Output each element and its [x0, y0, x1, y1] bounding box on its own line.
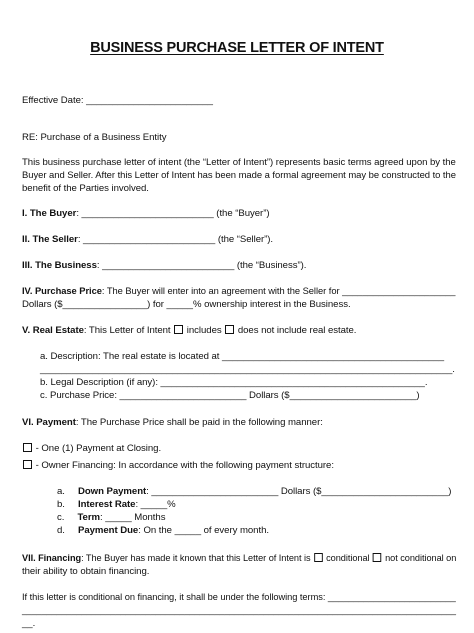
payment-item-b: b. Interest Rate: _____% [57, 499, 176, 510]
conditional-checkbox[interactable] [314, 553, 323, 562]
effective-date-line: Effective Date: ________________________ [22, 95, 213, 106]
real-estate-item-b: b. Legal Description (if any): __________________________________________________. [40, 377, 428, 388]
intro-line-3: benefit of the Parties involved. [22, 183, 149, 194]
intro-line-2: Buyer and Seller. After this Letter of Intent has been made a formal agreement may be constructed to the [22, 170, 456, 181]
seller-heading: II. The Seller [22, 234, 78, 245]
real-estate-heading: V. Real Estate [22, 325, 84, 336]
payment-line: VI. Payment: The Purchase Price shall be paid in the following manner: [22, 417, 323, 428]
intro-line-1: This business purchase letter of intent (the “Letter of Intent”) represents basic terms agreed upon by the [22, 157, 456, 168]
business-heading: III. The Business [22, 260, 97, 271]
financing-line-2: their ability to obtain financing. [22, 566, 150, 577]
payment-item-c: c. Term: _____ Months [57, 512, 166, 523]
business-field: : _________________________ (the “Business”). [96, 260, 307, 271]
real-estate-item-a-cont: ______________________________________________________________________________. [40, 364, 455, 375]
document-title: BUSINESS PURCHASE LETTER OF INTENT [90, 40, 384, 56]
real-estate-item-c: c. Purchase Price: ________________________ Dollars ($________________________) [40, 390, 420, 401]
business-line [22, 260, 306, 272]
payment-item-a: a. Down Payment: ________________________ Dollars ($________________________) [57, 486, 452, 497]
price-heading: IV. Purchase Price [22, 286, 102, 297]
payment-option-1: - One (1) Payment at Closing. [22, 443, 161, 455]
payment-option-2: - Owner Financing: In accordance with the following payment structure: [22, 460, 334, 472]
buyer-heading: I. The Buyer [22, 208, 77, 219]
owner-financing-checkbox[interactable] [23, 460, 32, 469]
price-line-1 [22, 286, 455, 298]
one-payment-checkbox[interactable] [23, 443, 32, 452]
real-estate-item-a: a. Description: The real estate is located at __________________________________________ [40, 351, 445, 362]
financing-cont-line: __. [22, 618, 36, 629]
price-text: : The Buyer will enter into an agreement with the Seller for ______________________ [101, 286, 456, 297]
seller-line [22, 234, 273, 246]
seller-field: : _________________________ (the “Seller”). [77, 234, 274, 245]
does-not-include-checkbox[interactable] [225, 325, 234, 334]
financing-line-1: VII. Financing: The Buyer has made it known that this Letter of Intent is conditional not conditional on [22, 553, 457, 564]
financing-heading: VII. Financing [22, 553, 82, 564]
real-estate-line: V. Real Estate: This Letter of Intent includes does not include real estate. [22, 325, 357, 336]
financing-blank-line: ________________________________________________________________________________________ [22, 605, 456, 616]
buyer-field: : _________________________ (the “Buyer”) [76, 208, 270, 219]
buyer-line [22, 208, 270, 220]
financing-terms-line: If this letter is conditional on financing, it shall be under the following terms: _________________________ [22, 592, 456, 603]
payment-item-d: d. Payment Due: On the _____ of every month. [57, 525, 269, 536]
price-line-2: Dollars ($________________) for _____% ownership interest in the Business. [22, 299, 351, 310]
includes-checkbox[interactable] [174, 325, 183, 334]
payment-heading: VI. Payment [22, 417, 76, 428]
re-line: RE: Purchase of a Business Entity [22, 132, 167, 143]
not-conditional-checkbox[interactable] [373, 553, 382, 562]
